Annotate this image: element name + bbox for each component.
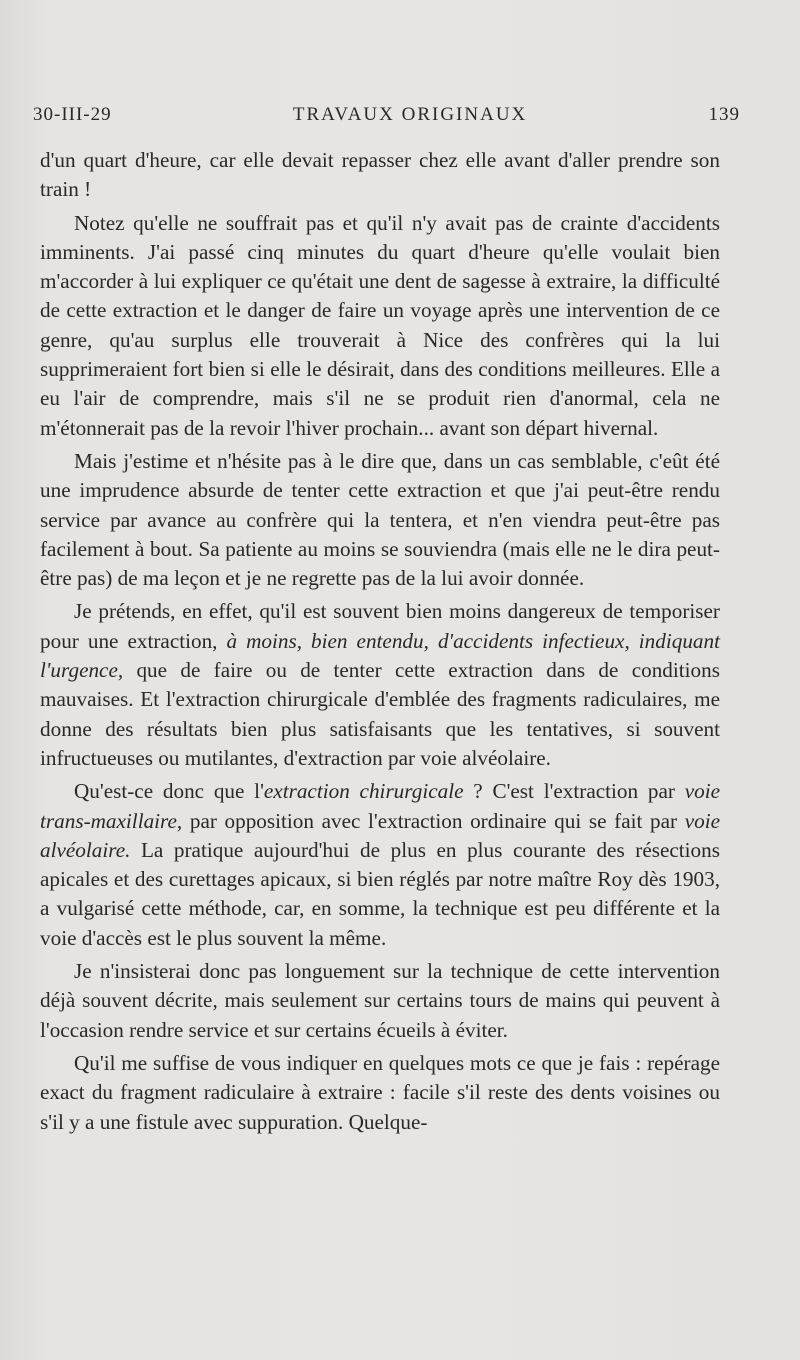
text-run: que de faire ou de tenter cette extraction dans de conditions mauvaises. Et l'extraction chirurgicale d'emblée des fragments radiculaires, me donne des résultats bien plus satisfaisants que les tentatives, si souvent infructueuses ou mutilantes, d'extraction par voie alvéolaire. — [40, 658, 720, 770]
running-header — [33, 104, 740, 126]
italic-run: voie alvéolaire. — [40, 808, 720, 862]
italic-run: à moins, bien entendu, d'accidents infectieux, indiquant l'urgence, — [40, 628, 720, 683]
paragraph — [40, 597, 720, 773]
italic-run: voie trans-maxillaire, — [40, 779, 720, 833]
header-date: 30-III-29 — [33, 104, 112, 125]
paragraph — [40, 777, 720, 953]
paragraph: Qu'il me suffise de vous indiquer en quelques mots ce que je fais : repérage exact du fragment radiculaire à extraire : facile s'il reste des dents voisines ou s'il y a une fistule avec suppuration. Quelque- — [40, 1050, 720, 1134]
text-run: ? C'est l'extraction par — [463, 779, 685, 804]
paragraph: d'un quart d'heure, car elle devait repasser chez elle avant d'aller prendre son train ! — [40, 148, 720, 202]
text-run: par opposition avec l'extraction ordinaire qui se fait par — [182, 808, 685, 833]
italic-run: extraction chirurgicale — [263, 779, 464, 804]
paragraph: Je n'insisterai donc pas longuement sur la technique de cette intervention déjà souvent décrite, mais seulement sur certains tours de mains qui peuvent à l'occasion rendre service et sur certains écueils à éviter. — [40, 959, 720, 1042]
page-number: 139 — [708, 104, 740, 125]
header-title: TRAVAUX ORIGINAUX — [292, 104, 528, 125]
body-text — [40, 146, 720, 1141]
text-run: La pratique aujourd'hui de plus en plus courante des résections apicales et des curettages apicaux, si bien réglés par notre maître Roy dès 1903, a vulgarisé cette méthode, car, en somme, la technique est peu différente et la voie d'accès est le plus souvent la même. — [40, 837, 720, 950]
paragraph: Mais j'estime et n'hésite pas à le dire que, dans un cas semblable, c'eût été une imprudence absurde de tenter cette extraction et que j'ai peut-être rendu service par avance au confrère qui la tentera, et n'en viendra peut-être pas facilement à bout. Sa patiente au moins se souviendra (mais elle ne le dira peut-être pas) de ma leçon et je ne regrette pas de la lui avoir donnée. — [40, 448, 720, 591]
text-run: Qu'est-ce donc que l' — [74, 779, 264, 804]
paragraph: Notez qu'elle ne souffrait pas et qu'il n'y avait pas de crainte d'accidents imminents. J'ai passé cinq minutes du quart d'heure qu'elle voulait bien m'accorder à lui expliquer ce qu'était une dent de sagesse à extraire, la difficulté de cette extraction et le danger de faire un voyage après une intervention de ce genre, qu'au surplus elle trouverait à Nice des confrères qui la lui supprimeraient fort bien si elle le désirait, dans des conditions meilleures. Elle a eu l'air de comprendre, mais s'il ne se produit rien d'anormal, cela ne m'étonnerait pas de la revoir l'hiver prochain... avant son départ hivernal. — [40, 210, 720, 440]
text-run: Je prétends, en effet, qu'il est souvent bien moins dangereux de temporiser pour une extraction, — [40, 599, 720, 653]
